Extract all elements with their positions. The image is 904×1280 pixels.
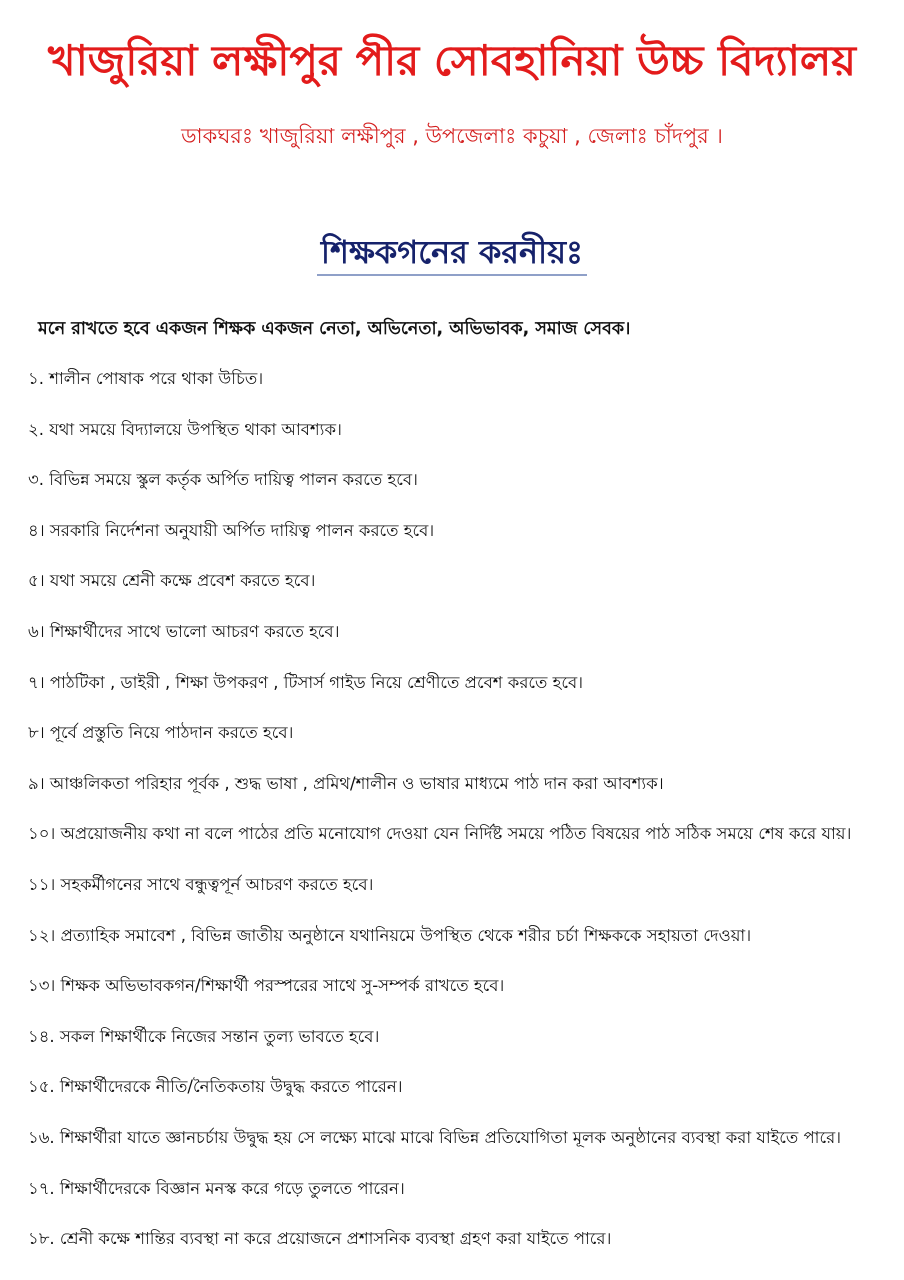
duty-item-1: ১. শালীন পোষাক পরে থাকা উচিত। — [28, 369, 264, 388]
section-title-container — [0, 232, 904, 276]
duty-item-5: ৫। যথা সময়ে শ্রেনী কক্ষে প্রবেশ করতে হবে। — [28, 571, 316, 591]
duty-item-7: ৭। পাঠটিকা , ডাইরী , শিক্ষা উপকরণ , টিসার্স গাইড নিয়ে শ্রেণীতে প্রবেশ করতে হবে। — [28, 672, 584, 692]
duty-item-9: ৯। আঞ্চলিকতা পরিহার পূর্বক , শুদ্ধ ভাষা , প্রমিথ/শালীন ও ভাষার মাধ্যমে পাঠ দান করা আবশ্যক। — [28, 773, 664, 793]
duty-item-17: ১৭. শিক্ষার্থীদেরকে বিজ্ঞান মনস্ক করে গড়ে তুলতে পারেন। — [28, 1178, 405, 1198]
duties-list — [28, 366, 888, 1277]
duty-item-8: ৮। পূর্বে প্রস্তুতি নিয়ে পাঠদান করতে হবে। — [28, 723, 294, 743]
duty-item-2: ২. যথা সময়ে বিদ্যালয়ে উপস্থিত থাকা আবশ্যক। — [28, 419, 342, 439]
section-title: শিক্ষকগনের করনীয়ঃ — [317, 232, 587, 276]
duty-item-11: ১১। সহকর্মীগনের সাথে বন্ধুত্বপূর্ন আচরণ করতে হবে। — [28, 874, 374, 894]
duty-item-12: ১২। প্রত্যাহিক সমাবেশ , বিভিন্ন জাতীয় অনুষ্ঠানে যথানিয়মে উপস্থিত থেকে শরীর চর্চা শিক্ষককে সহায়তা দেওয়া। — [28, 925, 752, 945]
duty-item-14: ১৪. সকল শিক্ষার্থীকে নিজের সন্তান তুল্য ভাবতে হবে। — [28, 1026, 380, 1046]
duty-item-15: ১৫. শিক্ষার্থীদেরকে নীতি/নৈতিকতায় উদ্বুদ্ধ করতে পারেন। — [28, 1077, 403, 1097]
school-name-heading: খাজুরিয়া লক্ষীপুর পীর সোবহানিয়া উচ্চ বিদ্যালয় — [48, 36, 856, 85]
duty-item-4: ৪। সরকারি নির্দেশনা অনুযায়ী অর্পিত দায়িত্ব পালন করতে হবে। — [28, 520, 435, 540]
duty-item-6: ৬। শিক্ষার্থীদের সাথে ভালো আচরণ করতে হবে। — [28, 621, 340, 641]
duty-item-13: ১৩। শিক্ষক অভিভাবকগন/শিক্ষার্থী পরস্পরের সাথে সু-সম্পর্ক রাখতে হবে। — [28, 976, 505, 996]
duty-item-10: ১০। অপ্রয়োজনীয় কথা না বলে পাঠের প্রতি মনোযোগ দেওয়া যেন নির্দিষ্ট সময়ে পঠিত বিষয়ের পাঠ সঠিক সময়ে শেষ করে যায়। — [28, 824, 852, 844]
duty-item-3: ৩. বিভিন্ন সময়ে স্কুল কর্তৃক অর্পিত দায়িত্ব পালন করতে হবে। — [28, 470, 418, 490]
school-address: ডাকঘরঃ খাজুরিয়া লক্ষীপুর , উপজেলাঃ কচুয়া , জেলাঃ চাঁদপুর । — [181, 124, 723, 148]
duty-item-16: ১৬. শিক্ষার্থীরা যাতে জ্ঞানচর্চায় উদ্বুদ্ধ হয় সে লক্ষ্যে মাঝে মাঝে বিভিন্ন প্রতিযোগিতা মূলক অনুষ্ঠানের ব্যবস্থা করা যাইতে পারে। — [28, 1127, 842, 1147]
intro-statement: মনে রাখতে হবে একজন শিক্ষক একজন নেতা, অভিনেতা, অভিভাবক, সমাজ সেবক। — [38, 319, 631, 339]
duty-item-18: ১৮. শ্রেনী কক্ষে শান্তির ব্যবস্থা না করে প্রয়োজনে প্রশাসনিক ব্যবস্থা গ্রহণ করা যাইতে পারে। — [28, 1229, 612, 1249]
